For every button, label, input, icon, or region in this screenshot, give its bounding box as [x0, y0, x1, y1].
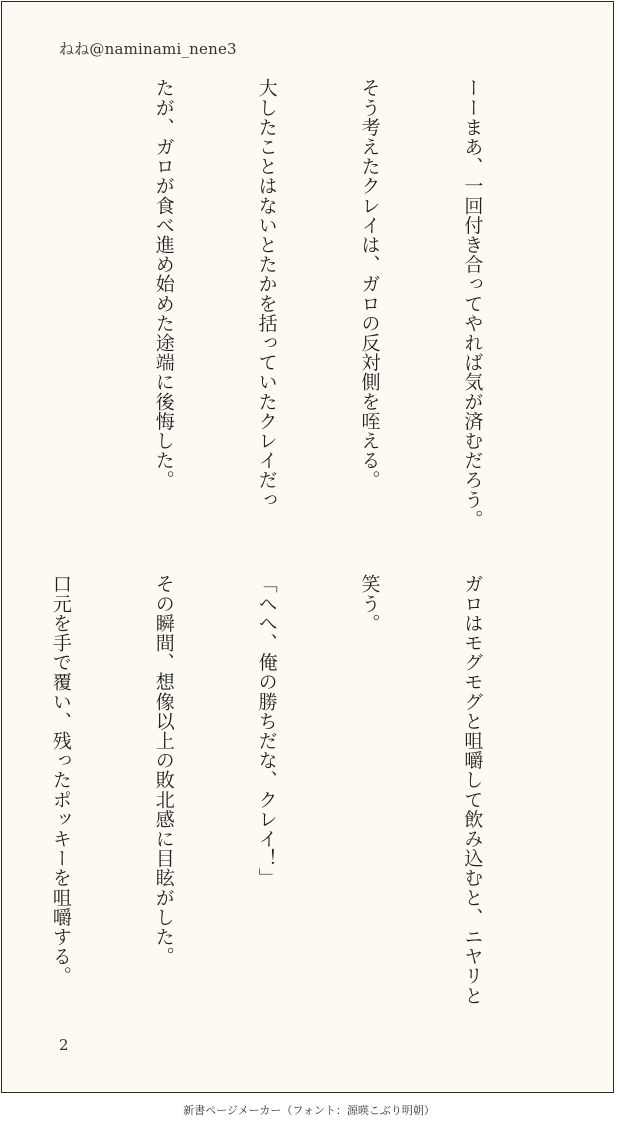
text-line: その瞬間、想像以上の敗北感に目眩がした。 — [152, 574, 175, 966]
book-page — [1, 1, 614, 1093]
text-line: たが、ガロが食べ進め始めた途端に後悔した。 — [152, 78, 175, 490]
text-line: 大したことはないとたかを括っていたクレイだっ — [255, 78, 278, 510]
page-number: 2 — [59, 1036, 69, 1054]
blank-line — [44, 78, 78, 538]
text-line: ガロはモグモグと咀嚼して飲み込むと、ニヤリと — [461, 574, 484, 1006]
text-line: そう考えたクレイは、ガロの反対側を咥える。 — [358, 78, 381, 490]
text-line: 「へへ、俺の勝ちだな、クレイ！」 — [255, 574, 278, 888]
author-handle: ねね@naminami_nene3 — [59, 40, 237, 58]
text-line: ーーまあ、一回付き合ってやれば気が済むだろう。 — [461, 78, 484, 529]
text-line: 口元を手で覆い、残ったポッキーを咀嚼する。 — [49, 574, 72, 986]
footer-credit: 新書ページメーカー（フォント：源暎こぶり明朝） — [183, 1104, 435, 1117]
text-line: 笑う。 — [358, 574, 381, 633]
lower-text-block — [0, 574, 558, 1024]
upper-text-block — [0, 78, 558, 538]
